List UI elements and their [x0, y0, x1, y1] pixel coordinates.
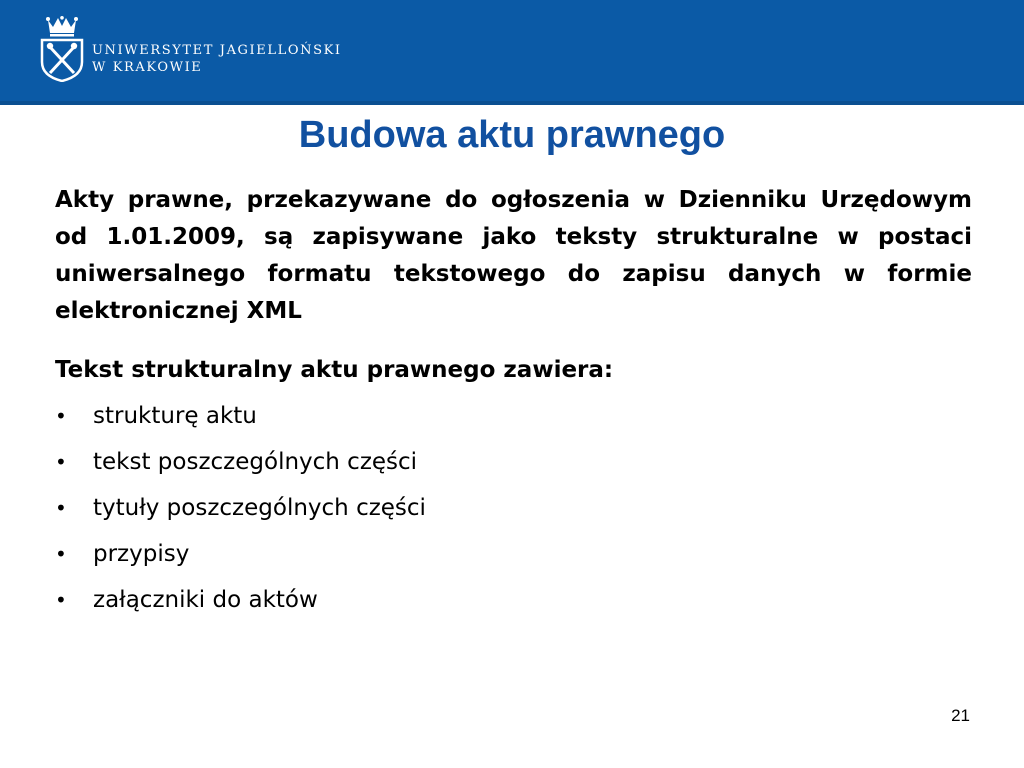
bullet-list: [55, 398, 426, 628]
list-item: [55, 582, 426, 628]
bullet-dot: •: [55, 588, 67, 612]
list-item: [55, 490, 426, 536]
bullet-dot: •: [55, 450, 67, 474]
bullet-dot: •: [55, 542, 67, 566]
list-item: [55, 536, 426, 582]
list-item-text: przypisy: [93, 541, 190, 567]
list-item-text: tekst poszczególnych części: [93, 449, 418, 475]
university-name-line1: UNIWERSYTET JAGIELLOŃSKI: [92, 43, 342, 58]
bullet-list-heading: Tekst strukturalny aktu prawnego zawiera:: [55, 357, 614, 383]
page-number: 21: [951, 706, 970, 725]
list-item-text: tytuły poszczególnych części: [93, 495, 426, 521]
crown-crossed-scepters-shield-icon: [40, 16, 84, 82]
list-item-text: strukturę aktu: [93, 403, 257, 429]
list-item-text: załączniki do aktów: [93, 587, 318, 613]
body-paragraph: Akty prawne, przekazywane do ogłoszenia w Dzienniku Urzędowym od 1.01.2009, są zapisywane jako teksty strukturalne w postaci uniwersalnego formatu tekstowego do zapisu danych w formie elektronicznej XML: [55, 187, 972, 324]
university-name-line2: W KRAKOWIE: [92, 60, 203, 75]
slide-title: Budowa aktu prawnego: [298, 114, 726, 156]
list-item: [55, 398, 426, 444]
header-bar: [0, 0, 1024, 105]
bullet-dot: •: [55, 496, 67, 520]
university-name: [92, 42, 342, 76]
bullet-dot: •: [55, 404, 67, 428]
list-item: [55, 444, 426, 490]
